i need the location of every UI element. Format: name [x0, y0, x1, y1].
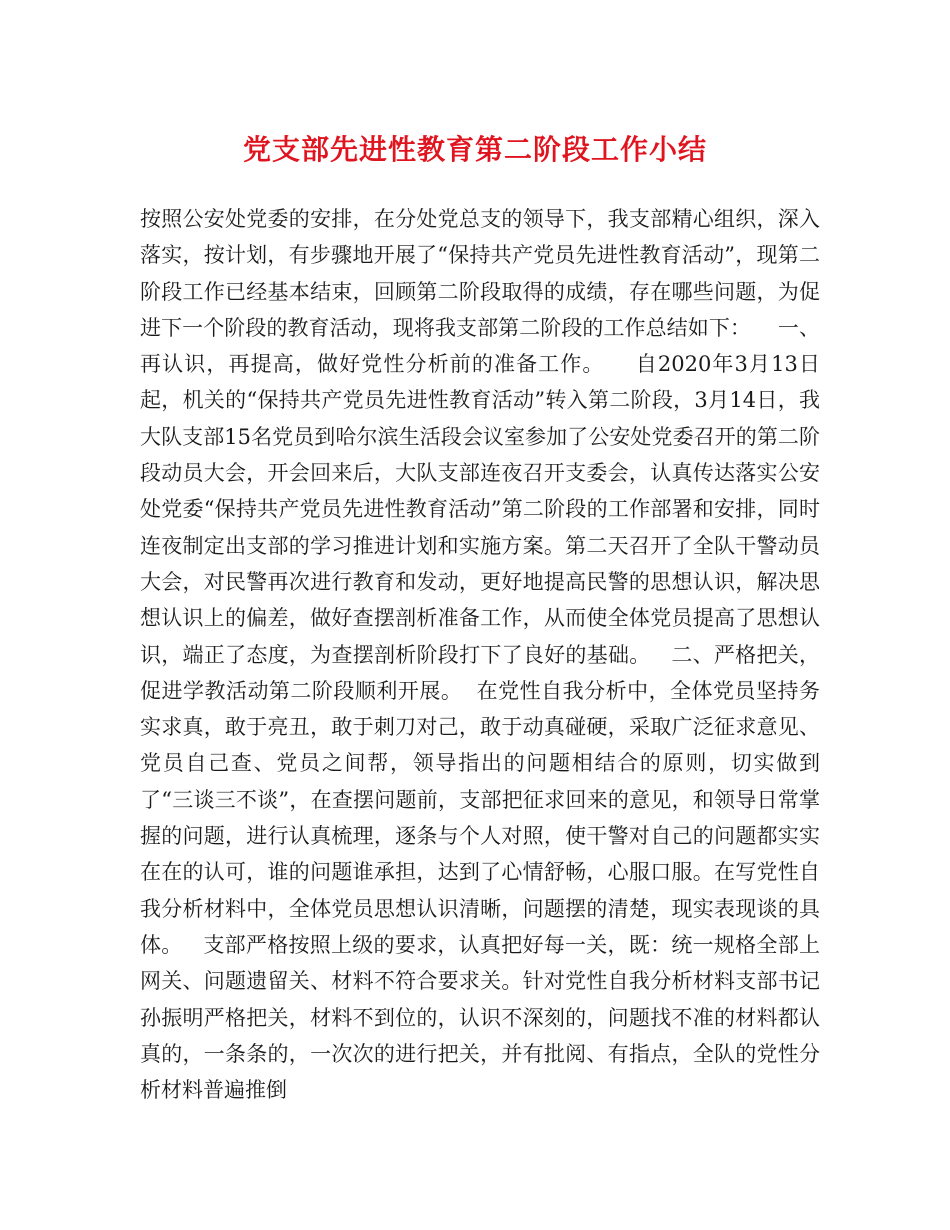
- document-title: 党支部先进性教育第二阶段工作小结: [242, 133, 707, 166]
- document-body: 按照公安处党委的安排，在分处党总支的领导下，我支部精心组织，深入落实，按计划，有步骤地开展了“保持共产党员先进性教育活动”，现第二阶段工作已经基本结束，回顾第二阶段取得的成绩，存在哪些问题，为促进下一个阶段的教育活动，现将我支部第二阶段的工作总结如下： 一、再认识，再提高，做好党性分析前的准备工作。 自2020年3月13日起，机关的“保持共产党员先进性教育活动”转入第二阶段，3月14日，我大队支部15名党员到哈尔滨生活段会议室参加了公安处党委召开的第二阶段动员大会，开会回来后，大队支部连夜召开支委会，认真传达落实公安处党委“保持共产党员先进性教育活动”第二阶段的工作部署和安排，同时连夜制定出支部的学习推进计划和实施方案。第二天召开了全队干警动员大会，对民警再次进行教育和发动，更好地提高民警的思想认识，解决思想认识上的偏差，做好查摆剖析准备工作，从而使全体党员提高了思想认识，端正了态度，为查摆剖析阶段打下了良好的基础。 二、严格把关，促进学教活动第二阶段顺利开展。 在党性自我分析中，全体党员坚持务实求真，敢于亮丑，敢于刺刀对己，敢于动真碰硬，采取广泛征求意见、党员自己查、党员之间帮，领导指出的问题相结合的原则，切实做到了“三谈三不谈”，在查摆问题前，支部把征求回来的意见，和领导日常掌握的问题，进行认真梳理，逐条与个人对照，使干警对自己的问题都实实在在的认可，谁的问题谁承担，达到了心情舒畅，心服口服。在写党性自我分析材料中，全体党员思想认识清晰，问题摆的清楚，现实表现谈的具体。 支部严格按照上级的要求，认真把好每一关，既：统一规格全部上网关、问题遗留关、材料不符合要求关。针对党性自我分析材料支部书记孙振明严格把关，材料不到位的，认识不深刻的，问题找不准的材料都认真的，一条条的，一次次的进行把关，并有批阅、有指点，全队的党性分析材料普遍推倒: [140, 207, 820, 1103]
